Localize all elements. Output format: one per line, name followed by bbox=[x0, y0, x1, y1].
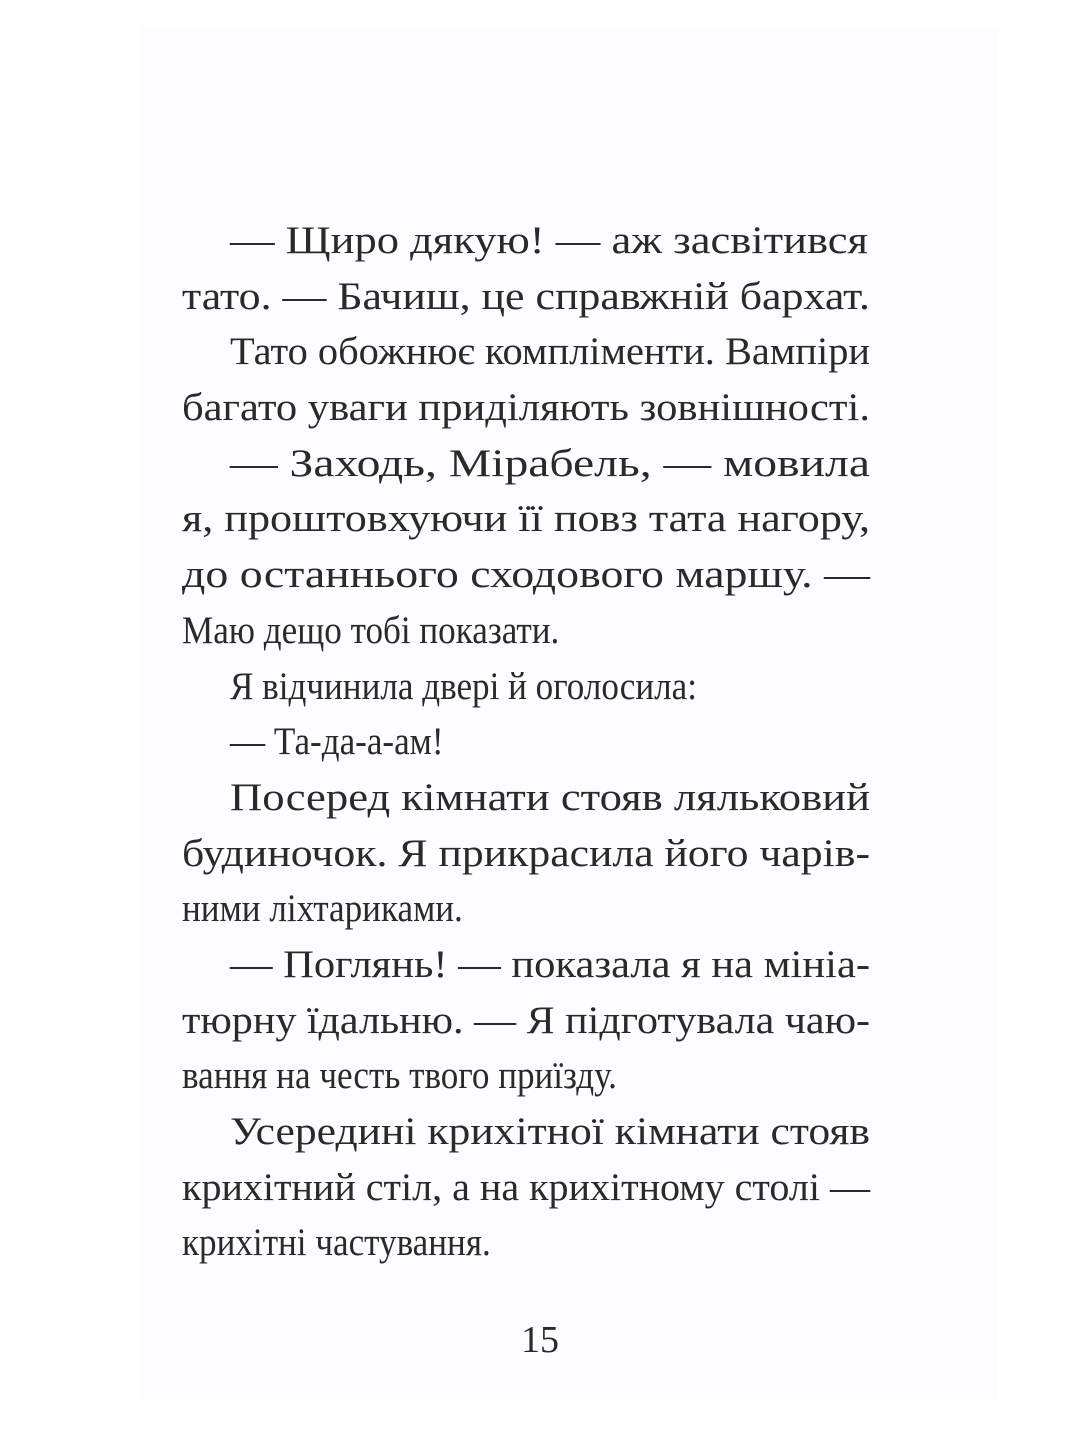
text-line-content: — Та-да-а-ам! bbox=[230, 720, 444, 764]
text-line bbox=[182, 1215, 872, 1271]
text-line bbox=[182, 324, 872, 380]
text-line-content: Я відчинила двері й оголосила: bbox=[230, 664, 698, 708]
text-line bbox=[182, 770, 872, 826]
text-line bbox=[182, 603, 872, 659]
text-line bbox=[182, 659, 872, 715]
text-line-content: — Щиро дякую! — аж засвітився bbox=[230, 219, 868, 262]
text-line-content: ними ліхтариками. bbox=[182, 887, 463, 931]
text-line bbox=[182, 269, 872, 325]
text-line-content: багато уваги приділяють зовнішності. bbox=[182, 386, 870, 430]
text-line-content: — Заходь, Мірабель, — мовила bbox=[230, 441, 870, 485]
text-line bbox=[182, 1160, 872, 1216]
text-line-content: до останнього сходового маршу. — bbox=[182, 553, 870, 597]
text-line-content: крихітний стіл, а на крихітному столі — bbox=[182, 1165, 870, 1209]
text-line bbox=[182, 937, 872, 993]
text-line bbox=[182, 491, 872, 547]
text-line-content: тато. — Бачиш, це справжній бархат. bbox=[182, 274, 870, 318]
text-line-content: я, проштовхуючи її повз тата нагору, bbox=[182, 497, 870, 541]
text-line-content: будиночок. Я прикрасила його чарів- bbox=[182, 831, 870, 875]
text-line bbox=[182, 547, 872, 603]
text-line bbox=[182, 380, 872, 436]
text-line bbox=[182, 993, 872, 1049]
text-line-content: Посеред кімнати стояв ляльковий bbox=[230, 775, 870, 819]
text-line bbox=[182, 436, 872, 492]
text-line-content: Усередині крихітної кімнати стояв bbox=[230, 1110, 870, 1153]
text-line-content: Тато обожнює компліменти. Вампіри bbox=[230, 330, 870, 374]
text-line bbox=[182, 881, 872, 937]
text-line bbox=[182, 1104, 872, 1160]
text-line bbox=[182, 714, 872, 770]
text-line-content: вання на честь твого приїзду. bbox=[182, 1054, 617, 1098]
text-line bbox=[182, 1048, 872, 1104]
text-line-content: тюрну їдальню. — Я підготувала чаю- bbox=[182, 998, 870, 1042]
text-line bbox=[182, 826, 872, 882]
page-body-text bbox=[182, 213, 872, 1271]
text-line-content: крихітні частування. bbox=[182, 1221, 491, 1265]
text-line-content: — Поглянь! — показала я на мініа- bbox=[230, 942, 870, 986]
text-line-content: Маю дещо тобі показати. bbox=[182, 608, 560, 652]
page-number: 15 bbox=[521, 1319, 559, 1361]
text-line bbox=[182, 213, 872, 269]
